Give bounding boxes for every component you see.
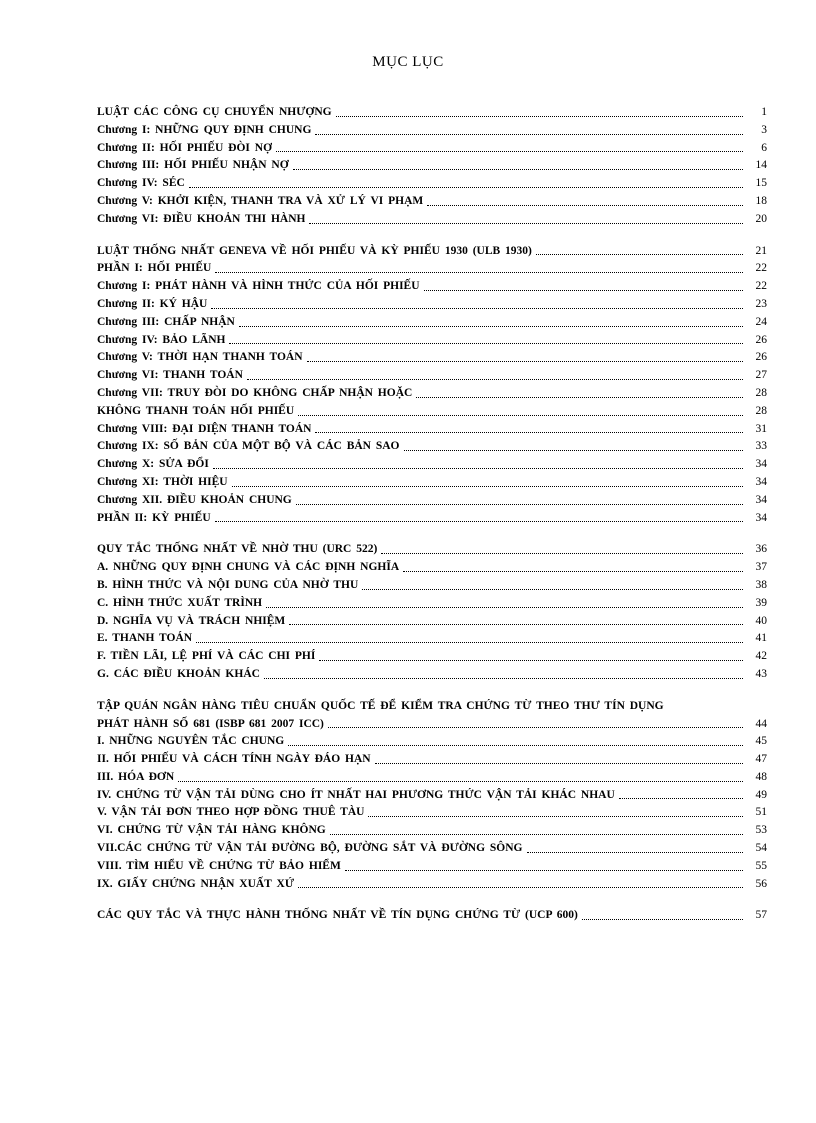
toc-entry-label: Chương IV: BẢO LÃNH [97,333,226,346]
toc-entry[interactable] [97,510,767,528]
toc-entry[interactable] [97,278,767,296]
toc-entry-page-number: 39 [755,596,767,609]
dot-leader [296,503,743,505]
toc-entry[interactable] [97,876,767,894]
toc-entry[interactable] [97,296,767,314]
dot-leader [362,588,743,590]
dot-leader [298,886,743,888]
toc-entry-page-number: 55 [755,859,767,872]
toc-entry-page-number: 51 [755,806,767,819]
dot-leader [239,325,743,327]
dot-leader [375,762,743,764]
dot-leader [276,150,743,152]
toc-entry[interactable] [97,332,767,350]
toc-entry-label: B. HÌNH THỨC VÀ NỘI DUNG CỦA NHỜ THU [97,578,359,591]
dot-leader [315,133,743,135]
toc-entry-label: Chương X: SỬA ĐỔI [97,458,209,471]
dot-leader [582,918,743,920]
toc-entry-page-number: 31 [755,422,767,435]
toc-entry[interactable] [97,104,767,122]
toc-entry-label: KHÔNG THANH TOÁN HỐI PHIẾU [97,404,295,417]
dot-leader [345,869,743,871]
toc-entry-page-number: 22 [755,280,767,293]
toc-entry-label: I. NHỮNG NGUYÊN TẮC CHUNG [97,735,285,748]
toc-entry[interactable] [97,559,767,577]
dot-leader [215,520,743,522]
toc-entry-label: Chương VI: ĐIỀU KHOẢN THI HÀNH [97,212,306,225]
toc-entry[interactable] [97,403,767,421]
toc-entry[interactable] [97,822,767,840]
table-of-contents [97,104,767,939]
toc-entry-page-number: 24 [755,315,767,328]
toc-entry-label: PHẦN II: KỲ PHIẾU [97,511,211,524]
toc-entry-label: CÁC QUY TẮC VÀ THỰC HÀNH THỐNG NHẤT VỀ TÍN DỤNG CHỨNG TỪ (UCP 600) [97,909,578,922]
dot-leader [368,815,743,817]
toc-entry-page-number: 47 [755,753,767,766]
toc-entry[interactable] [97,716,767,734]
toc-entry-label: Chương IV: SÉC [97,177,185,190]
toc-entry-page-number: 15 [755,177,767,190]
toc-entry-label: VII.CÁC CHỨNG TỪ VẬN TẢI ĐƯỜNG BỘ, ĐƯỜNG SẮT VÀ ĐƯỜNG SÔNG [97,842,523,855]
toc-entry[interactable] [97,122,767,140]
toc-entry-page-number: 40 [755,614,767,627]
dot-leader [424,289,743,291]
toc-entry-label: III. HÓA ĐƠN [97,770,175,783]
toc-entry-label: Chương XI: THỜI HIỆU [97,475,228,488]
toc-entry-page-number: 43 [755,667,767,680]
toc-entry[interactable] [97,751,767,769]
toc-entry[interactable] [97,541,767,559]
toc-entry-page-number: 1 [761,106,767,118]
dot-leader [178,780,743,782]
toc-entry-label: II. HỐI PHIẾU VÀ CÁCH TÍNH NGÀY ĐÁO HẠN [97,753,371,766]
toc-entry-page-number: 49 [755,788,767,801]
toc-entry-label: V. VẬN TẢI ĐƠN THEO HỢP ĐỒNG THUÊ TÀU [97,806,365,819]
dot-leader [381,552,743,554]
page-title: MỤC LỤC [372,54,444,70]
toc-entry-label: VIII. TÌM HIỂU VỀ CHỨNG TỪ BẢO HIỂM [97,859,341,872]
toc-entry-page-number: 26 [755,333,767,346]
dot-leader [527,851,744,853]
toc-entry-label: IX. GIẤY CHỨNG NHẬN XUẤT XỨ [97,877,294,890]
dot-leader [307,360,743,362]
toc-entry[interactable] [97,577,767,595]
toc-entry[interactable] [97,243,767,261]
dot-leader [328,726,743,728]
toc-entry-page-number: 14 [755,159,767,172]
dot-leader [330,833,743,835]
toc-entry-page-number: 37 [755,561,767,574]
toc-entry-label: E. THANH TOÁN [97,632,193,645]
toc-entry-page-number: 48 [755,770,767,783]
toc-entry[interactable] [97,804,767,822]
toc-entry[interactable] [97,314,767,332]
toc-entry-page-number: 41 [755,632,767,645]
toc-section [97,104,767,229]
dot-leader [266,606,743,608]
toc-entry[interactable] [97,769,767,787]
toc-entry-label: Chương VI: THANH TOÁN [97,369,243,382]
toc-entry-page-number: 18 [755,194,767,207]
toc-entry[interactable] [97,456,767,474]
toc-entry[interactable] [97,157,767,175]
toc-entry[interactable] [97,858,767,876]
toc-entry-page-number: 3 [761,123,767,136]
dot-leader [247,378,743,380]
toc-entry[interactable] [97,211,767,229]
toc-entry-page-number: 34 [755,458,767,471]
toc-entry-label: Chương V: KHỞI KIỆN, THANH TRA VÀ XỬ LÝ VI PHẠM [97,194,424,207]
toc-entry-label: Chương III: CHẤP NHẬN [97,315,235,328]
toc-entry-page-number: 34 [755,475,767,488]
toc-entry[interactable] [97,474,767,492]
toc-entry-page-number: 22 [755,262,767,275]
dot-leader [404,449,744,451]
dot-leader [427,204,743,206]
toc-entry-label: D. NGHĨA VỤ VÀ TRÁCH NHIỆM [97,614,286,627]
dot-leader [211,307,743,309]
toc-entry-label: C. HÌNH THỨC XUẤT TRÌNH [97,596,263,609]
toc-entry-page-number: 21 [755,244,767,257]
toc-entry-label: Chương I: PHÁT HÀNH VÀ HÌNH THỨC CỦA HỐI PHIẾU [97,280,420,293]
toc-entry-page-number: 23 [755,297,767,310]
toc-entry-page-number: 28 [755,404,767,417]
dot-leader [229,342,743,344]
toc-entry-page-number: 20 [755,212,767,225]
toc-entry[interactable] [97,613,767,631]
toc-entry-page-number: 45 [755,735,767,748]
dot-leader [336,115,743,117]
toc-entry-page-number: 44 [755,717,767,730]
toc-entry-heading-line[interactable]: TẬP QUÁN NGÂN HÀNG TIÊU CHUẨN QUỐC TẾ ĐỂ KIỂM TRA CHỨNG TỪ THEO THƯ TÍN DỤNG [97,699,664,712]
toc-section [97,243,767,528]
toc-entry-label: PHẦN I: HỐI PHIẾU [97,262,212,275]
toc-entry-page-number: 54 [755,842,767,855]
toc-entry-page-number: 33 [755,440,767,453]
toc-entry[interactable] [97,193,767,211]
dot-leader [315,431,743,433]
toc-entry[interactable] [97,175,767,193]
toc-entry-label: LUẬT THỐNG NHẤT GENEVA VỀ HỐI PHIẾU VÀ KỲ PHIẾU 1930 (ULB 1930) [97,244,532,257]
toc-entry-label: Chương IX: SỐ BẢN CỦA MỘT BỘ VÀ CÁC BẢN SAO [97,440,400,453]
toc-section [97,541,767,683]
toc-entry[interactable] [97,733,767,751]
dot-leader [293,168,743,170]
toc-entry-label: Chương XII. ĐIỀU KHOẢN CHUNG [97,493,292,506]
toc-entry[interactable] [97,438,767,456]
toc-entry-page-number: 6 [761,141,767,154]
toc-entry[interactable] [97,787,767,805]
toc-entry-label: QUY TẮC THỐNG NHẤT VỀ NHỜ THU (URC 522) [97,543,378,556]
toc-entry-page-number: 34 [755,493,767,506]
toc-entry[interactable] [97,630,767,648]
dot-leader [215,271,743,273]
toc-entry-label: Chương II: KÝ HẬU [97,297,208,310]
dot-leader [416,396,743,398]
dot-leader [298,414,743,416]
toc-entry-label: F. TIỀN LÃI, LỆ PHÍ VÀ CÁC CHI PHÍ [97,650,316,663]
toc-entry-label: IV. CHỨNG TỪ VẬN TẢI DÙNG CHO ÍT NHẤT HAI PHƯƠNG THỨC VẬN TẢI KHÁC NHAU [97,788,615,801]
dot-leader [288,744,743,746]
toc-entry-label: Chương III: HỐI PHIẾU NHẬN NỢ [97,159,289,172]
toc-entry[interactable] [97,349,767,367]
dot-leader [196,641,743,643]
toc-entry[interactable] [97,421,767,439]
toc-entry-label: Chương VIII: ĐẠI DIỆN THANH TOÁN [97,422,312,435]
toc-entry-label: Chương II: HỐI PHIẾU ĐÒI NỢ [97,141,273,154]
toc-entry-page-number: 28 [755,386,767,399]
toc-entry-label: A. NHỮNG QUY ĐỊNH CHUNG VÀ CÁC ĐỊNH NGHĨA [97,561,400,574]
toc-entry-page-number: 57 [755,909,767,922]
dot-leader [232,485,743,487]
dot-leader [619,797,743,799]
dot-leader [189,186,743,188]
dot-leader [213,467,743,469]
toc-entry-label: Chương VII: TRUY ĐÒI DO KHÔNG CHẤP NHẬN HOẶC [97,386,413,399]
toc-section [97,698,767,894]
toc-entry-page-number: 34 [755,511,767,524]
toc-entry-page-number: 27 [755,369,767,382]
toc-entry[interactable] [97,260,767,278]
toc-entry[interactable] [97,666,767,684]
toc-section [97,907,767,925]
dot-leader [289,623,743,625]
toc-entry-label: Chương I: NHỮNG QUY ĐỊNH CHUNG [97,123,312,136]
toc-entry[interactable] [97,367,767,385]
dot-leader [403,570,743,572]
toc-entry[interactable] [97,907,767,925]
toc-entry-label: G. CÁC ĐIỀU KHOẢN KHÁC [97,667,260,680]
toc-entry-label: LUẬT CÁC CÔNG CỤ CHUYỂN NHƯỢNG [97,106,332,118]
toc-entry-page-number: 42 [755,650,767,663]
dot-leader [309,222,743,224]
dot-leader [319,659,743,661]
dot-leader [264,677,743,679]
toc-entry-page-number: 36 [755,543,767,556]
toc-entry-page-number: 56 [755,877,767,890]
toc-entry-page-number: 38 [755,578,767,591]
toc-entry[interactable] [97,840,767,858]
toc-entry-label: PHÁT HÀNH SỐ 681 (ISBP 681 2007 ICC) [97,717,324,730]
toc-entry[interactable] [97,595,767,613]
toc-entry-page-number: 26 [755,351,767,364]
dot-leader [536,253,743,255]
toc-entry[interactable] [97,492,767,510]
toc-entry[interactable] [97,385,767,403]
toc-entry-page-number: 53 [755,824,767,837]
toc-entry-label: VI. CHỨNG TỪ VẬN TẢI HÀNG KHÔNG [97,824,326,837]
toc-entry[interactable] [97,140,767,158]
toc-entry-label: Chương V: THỜI HẠN THANH TOÁN [97,351,303,364]
toc-entry[interactable] [97,648,767,666]
